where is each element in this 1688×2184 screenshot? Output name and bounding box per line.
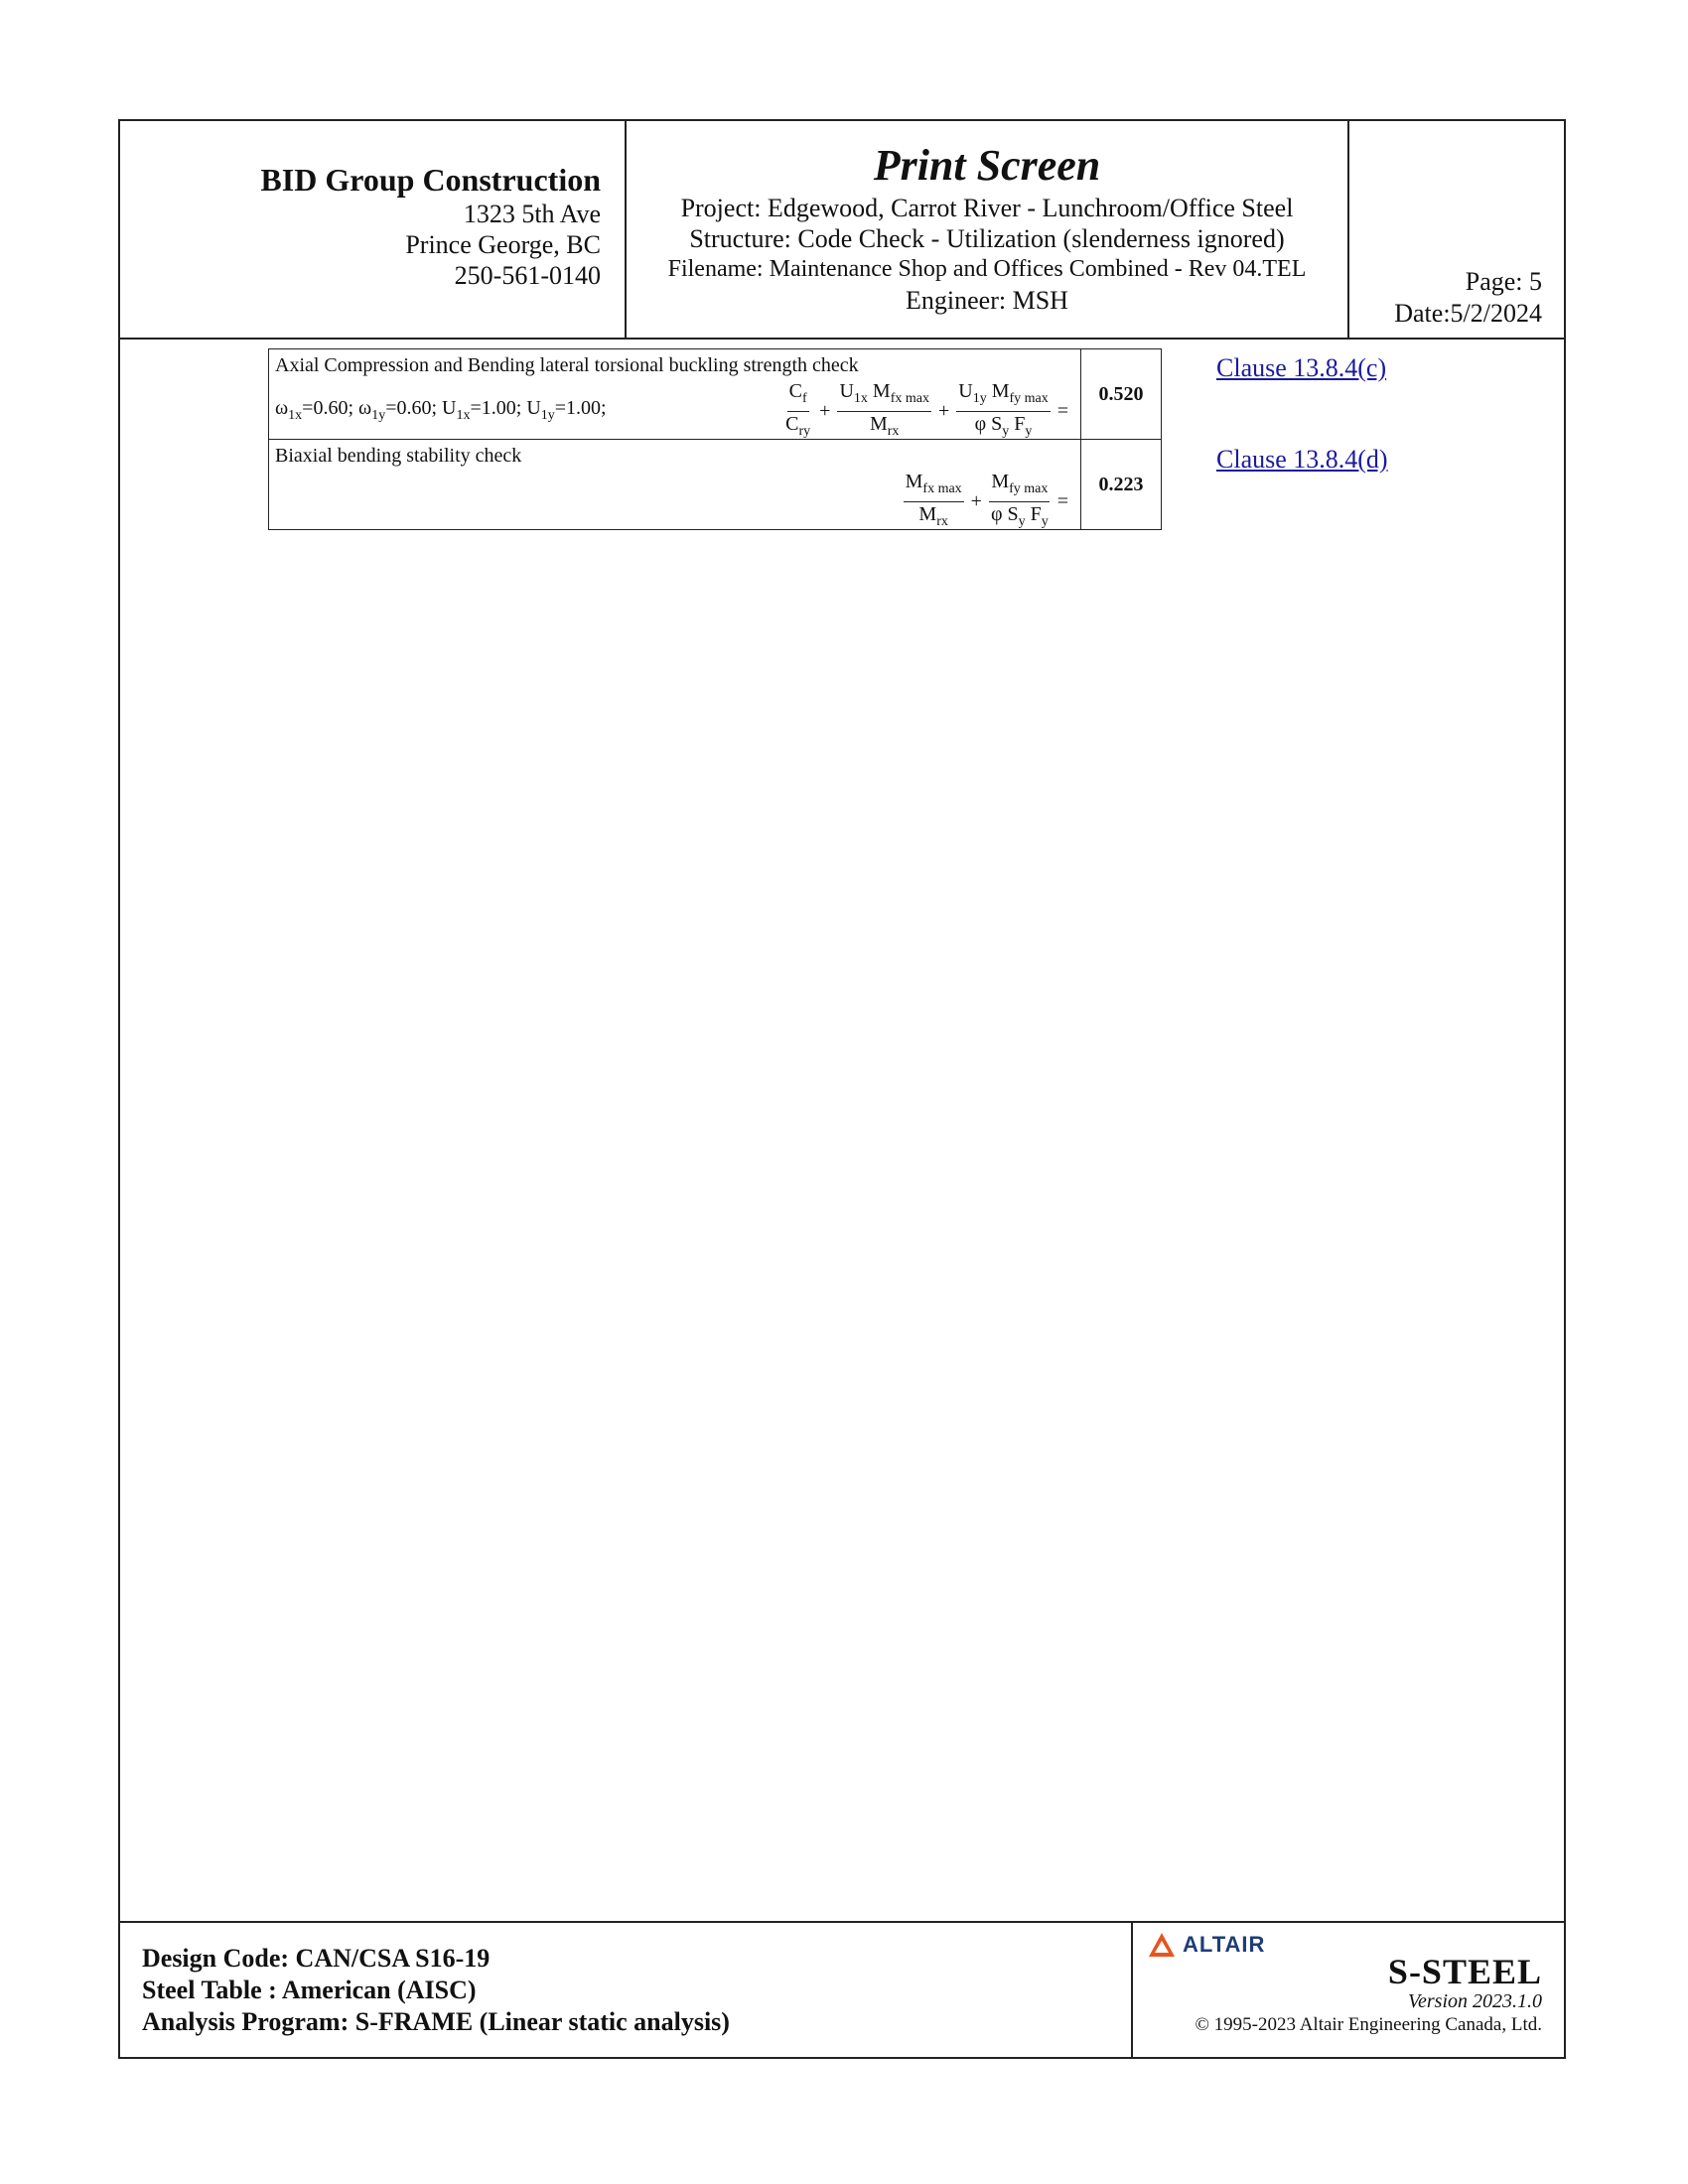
formula-term-bending-y: $\frac{M_{fy max}}{\varphi S_y F_y}$ xyxy=(990,471,1049,529)
check-value: 0.520 xyxy=(1081,349,1162,440)
page-date: Date:5/2/2024 xyxy=(1394,299,1542,328)
clause-link-13-8-4c[interactable]: Clause 13.8.4(c) xyxy=(1216,353,1387,382)
report-header xyxy=(120,121,1564,340)
title-block xyxy=(627,121,1349,338)
table-row xyxy=(269,440,1162,530)
check-description xyxy=(269,440,1081,530)
company-name: BID Group Construction xyxy=(260,162,601,198)
project-line: Project: Edgewood, Carrot River - Lunchroom/Office Steel xyxy=(680,194,1294,222)
company-block xyxy=(120,121,627,338)
footer-info xyxy=(142,1943,730,2038)
omega-1x-symbol: $\omega_{1x}$ xyxy=(275,397,303,423)
report-frame xyxy=(118,119,1566,2059)
footer-product-block xyxy=(1131,1923,1566,2059)
filename-line: Filename: Maintenance Shop and Offices Combined - Rev 04.TEL xyxy=(667,256,1307,282)
company-address-2: Prince George, BC xyxy=(405,230,601,259)
design-code: Design Code: CAN/CSA S16-19 xyxy=(142,1944,491,1973)
report-footer xyxy=(120,1921,1564,2059)
formula-term-bending-y: $\frac{U_{1y} M_{fy max}}{\varphi S_y F_y}$ xyxy=(958,380,1049,439)
steel-table: Steel Table : American (AISC) xyxy=(142,1976,477,2004)
check-title: Axial Compression and Bending lateral torsional buckling strength check xyxy=(275,354,859,376)
altair-logo-text: ALTAIR xyxy=(1183,1932,1266,1957)
product-version: Version 2023.1.0 xyxy=(1408,1990,1542,2012)
interaction-formula: $\frac{M_{fx max}}{M_{rx}}$ + $\frac{M_{fy max}}{\varphi S_y F_y}$ = xyxy=(901,470,1072,534)
engineer-line: Engineer: MSH xyxy=(906,286,1068,315)
copyright-notice: © 1995-2023 Altair Engineering Canada, Ltd. xyxy=(1195,2014,1542,2035)
omega-1y-symbol: $\omega_{1y}$ xyxy=(358,397,386,423)
formula-term-bending-x: $\frac{M_{fx max}}{M_{rx}}$ xyxy=(905,471,962,529)
product-name: S-STEEL xyxy=(1387,1952,1542,1991)
omega-1x-value: =0.60; xyxy=(302,397,354,419)
checks-table xyxy=(268,348,1162,530)
formula-term-bending-x: $\frac{U_{1x} M_{fx max}}{M_{rx}}$ xyxy=(839,380,929,439)
check-description xyxy=(269,349,1081,440)
check-title: Biaxial bending stability check xyxy=(275,445,522,467)
structure-line: Structure: Code Check - Utilization (slenderness ignored) xyxy=(689,224,1285,253)
altair-logo-icon xyxy=(1147,1931,1177,1959)
u-1y-value: =1.00; xyxy=(554,397,607,419)
analysis-program: Analysis Program: S-FRAME (Linear static analysis) xyxy=(142,2007,730,2036)
u-1y-symbol: $U_{1y}$ xyxy=(526,397,555,423)
page-number: Page: 5 xyxy=(1465,267,1542,296)
check-parameters xyxy=(275,396,607,428)
u-1x-value: =1.00; xyxy=(470,397,522,419)
clause-link-13-8-4d[interactable]: Clause 13.8.4(d) xyxy=(1216,445,1388,474)
table-row xyxy=(269,349,1162,440)
company-address-1: 1323 5th Ave xyxy=(463,200,601,228)
company-phone: 250-561-0140 xyxy=(454,261,601,290)
check-value: 0.223 xyxy=(1081,440,1162,530)
omega-1y-value: =0.60; xyxy=(385,397,438,419)
page-info-block xyxy=(1349,121,1566,338)
u-1x-symbol: $U_{1x}$ xyxy=(442,397,471,423)
formula-term-axial: $\frac{C_f}{C_{ry}}$ xyxy=(785,380,811,439)
report-title: Print Screen xyxy=(873,141,1101,190)
interaction-formula: $\frac{C_f}{C_{ry}}$ + $\frac{U_{1x} M_{fx max}}{M_{rx}}$ + $\frac{U_{1y} M_{fy max}}{\varphi S_y F_y}$ = xyxy=(780,379,1072,444)
altair-logo xyxy=(1147,1931,1265,1959)
